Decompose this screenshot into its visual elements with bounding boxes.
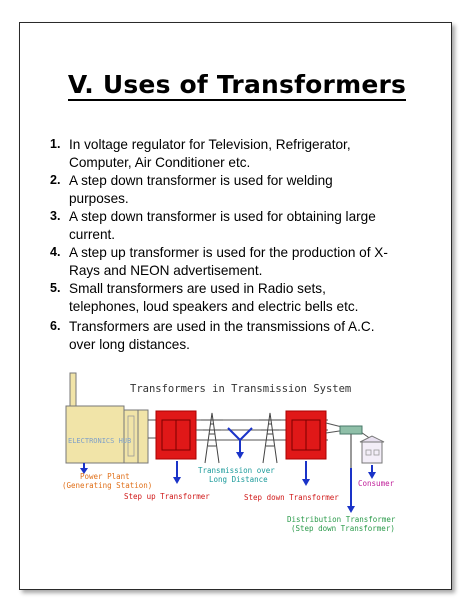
consumer-house-icon: [360, 436, 384, 463]
power-plant-label: Power Plant: [80, 472, 130, 481]
list-item: 5. Small transformers are used in Radio sets, telephones, loud speakers and electric bells etc.: [50, 281, 359, 314]
transmission-diagram: [58, 368, 403, 548]
distribution-transformer-icon: [340, 426, 362, 468]
distribution-label: Distribution Transformer: [287, 515, 396, 524]
page-title: V. Uses of Transformers: [67, 70, 407, 99]
step-up-transformer-icon: [156, 411, 196, 459]
step-down-transformer-icon: [286, 411, 326, 459]
step-down-arrow-icon: [302, 461, 310, 486]
list-item: 4. A step up transformer is used for the production of X-Rays and NEON advertisement.: [50, 245, 388, 278]
uses-list: [50, 136, 390, 354]
watermark: ELECTRONICS HUB: [68, 437, 132, 445]
step-down-label: Step down Transformer: [244, 493, 339, 502]
list-item: 6. Transformers are used in the transmissions of A.C. over long distances.: [50, 319, 375, 352]
consumer-arrow-icon: [368, 465, 376, 479]
transmission-label: Transmission over: [198, 466, 275, 475]
consumer-label: Consumer: [358, 479, 395, 488]
transmission-sublabel: Long Distance: [209, 475, 268, 484]
diagram-title: Transformers in Transmission System: [130, 383, 352, 395]
transmission-tower-icon: [201, 413, 223, 463]
distribution-arrow-icon: [347, 468, 355, 513]
step-up-arrow-icon: [173, 461, 181, 484]
power-plant-sublabel: (Generating Station): [62, 481, 153, 490]
step-up-label: Step up Transformer: [124, 492, 210, 501]
transmission-tower-icon: [259, 413, 281, 463]
list-item: 3. A step down transformer is used for obtaining large current.: [50, 209, 376, 242]
list-item: 2. A step down transformer is used for welding purposes.: [50, 173, 333, 206]
transmission-arrow-icon: [228, 428, 252, 459]
list-item: 1. In voltage regulator for Television, Refrigerator, Computer, Air Conditioner etc.: [50, 137, 351, 170]
distribution-sublabel: (Step down Transformer): [291, 524, 395, 533]
